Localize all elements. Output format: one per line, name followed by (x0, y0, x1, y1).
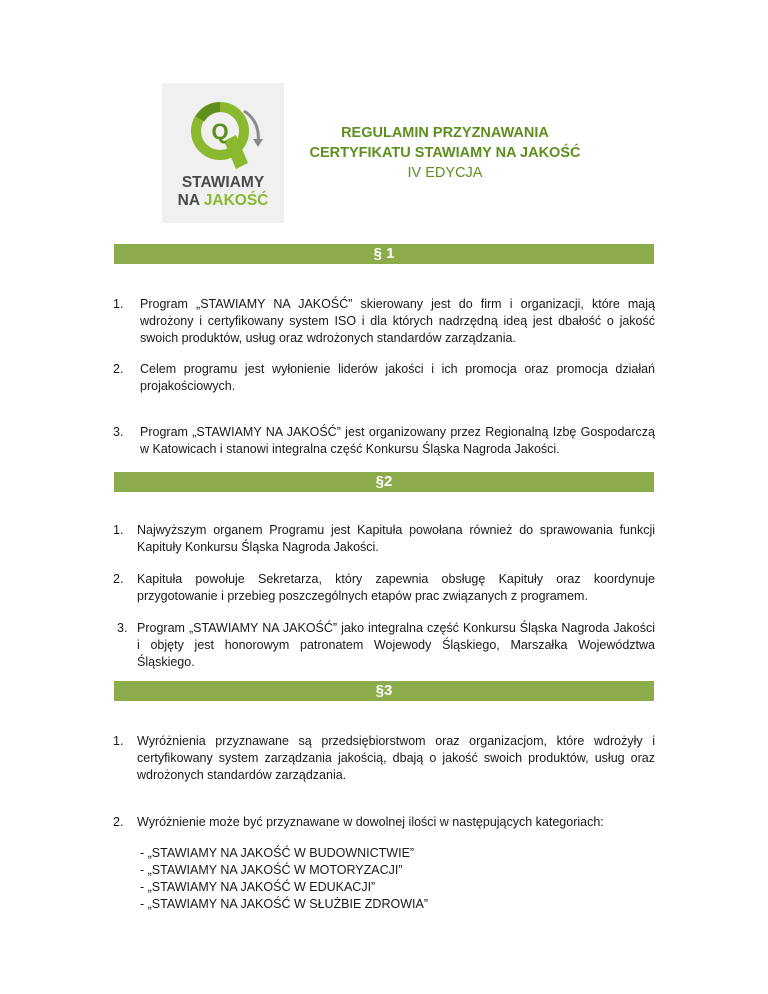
section3-item1 (113, 733, 655, 784)
logo-line2: NA JAKOŚĆ (177, 192, 269, 209)
section2-item2 (113, 571, 655, 605)
category-item: - „STAWIAMY NA JAKOŚĆ W MOTORYZACJI” (140, 863, 403, 877)
section1-item1 (113, 296, 655, 347)
category-item: - „STAWIAMY NA JAKOŚĆ W SŁUŻBIE ZDROWIA” (140, 897, 428, 911)
category-item: - „STAWIAMY NA JAKOŚĆ W EDUKACJI” (140, 880, 376, 894)
item-text: Kapituła powołuje Sekretarza, który zapewnia obsługę Kapituły oraz koordynuje przygotowanie i przebieg poszczególnych etapów prac związanych z programem. (137, 572, 655, 603)
item-number: 1. (113, 297, 124, 311)
svg-text:Q: Q (211, 119, 229, 144)
item-text: Program „STAWIAMY NA JAKOŚĆ” skierowany jest do firm i organizacji, które mają wdrożony i certyfikowany system ISO i dla których nadrzędną ideą jest dbałość o jakość swoich produktów, usług oraz wdrożonych standardów zarządzania. (140, 297, 655, 345)
section-heading-3: §3 (114, 681, 654, 701)
item-number: 2. (113, 362, 124, 376)
item-number: 2. (113, 815, 124, 829)
item-text: Wyróżnienia przyznawane są przedsiębiorstwom oraz organizacjom, które wdrożyły i certyfikowany system zarządzania jakością, dbają o jakość swoich produktów, usług oraz wdrożonych standardów zarządzania. (137, 734, 655, 782)
category-item: - „STAWIAMY NA JAKOŚĆ W BUDOWNICTWIE” (140, 846, 415, 860)
document-title (300, 123, 590, 183)
logo-line1: STAWIAMY (181, 174, 265, 191)
item-number: 2. (113, 572, 124, 586)
section-heading-1: § 1 (114, 244, 654, 264)
item-text: Najwyższym organem Programu jest Kapituła powołana również do sprawowania funkcji Kapituły Konkursu Śląska Nagroda Jakości. (137, 523, 655, 554)
item-number: 1. (113, 523, 124, 537)
section-heading-2: §2 (114, 472, 654, 492)
title-edition: IV EDYCJA (407, 165, 483, 181)
item-number: 1. (113, 734, 124, 748)
item-text: Program „STAWIAMY NA JAKOŚĆ” jest organizowany przez Regionalną Izbę Gospodarczą w Katowicach i stanowi integralna część Konkursu Śląska Nagroda Jakości. (140, 425, 655, 456)
item-text: Wyróżnienie może być przyznawane w dowolnej ilości w następujących kategoriach: (137, 815, 604, 829)
category-list (140, 845, 428, 913)
item-number: 3. (117, 621, 128, 635)
quality-q-icon (162, 83, 284, 223)
section1-item2 (113, 361, 655, 395)
item-text: Program „STAWIAMY NA JAKOŚĆ” jako integralna część Konkursu Śląska Nagroda Jakości i objęty jest honorowym patronatem Wojewody Śląskiego, Marszałka Województwa Śląskiego. (137, 621, 655, 669)
section2-item1 (113, 522, 655, 556)
title-line-2: CERTYFIKATU STAWIAMY NA JAKOŚĆ (309, 145, 581, 161)
section3-item2 (113, 814, 655, 831)
item-number: 3. (113, 425, 124, 439)
title-line-1: REGULAMIN PRZYZNAWANIA (341, 125, 549, 141)
logo (162, 83, 284, 223)
section1-item3 (113, 424, 655, 458)
item-text: Celem programu jest wyłonienie liderów jakości i ich promocja oraz promocja działań projakościowych. (140, 362, 655, 393)
section2-item3 (117, 620, 655, 671)
